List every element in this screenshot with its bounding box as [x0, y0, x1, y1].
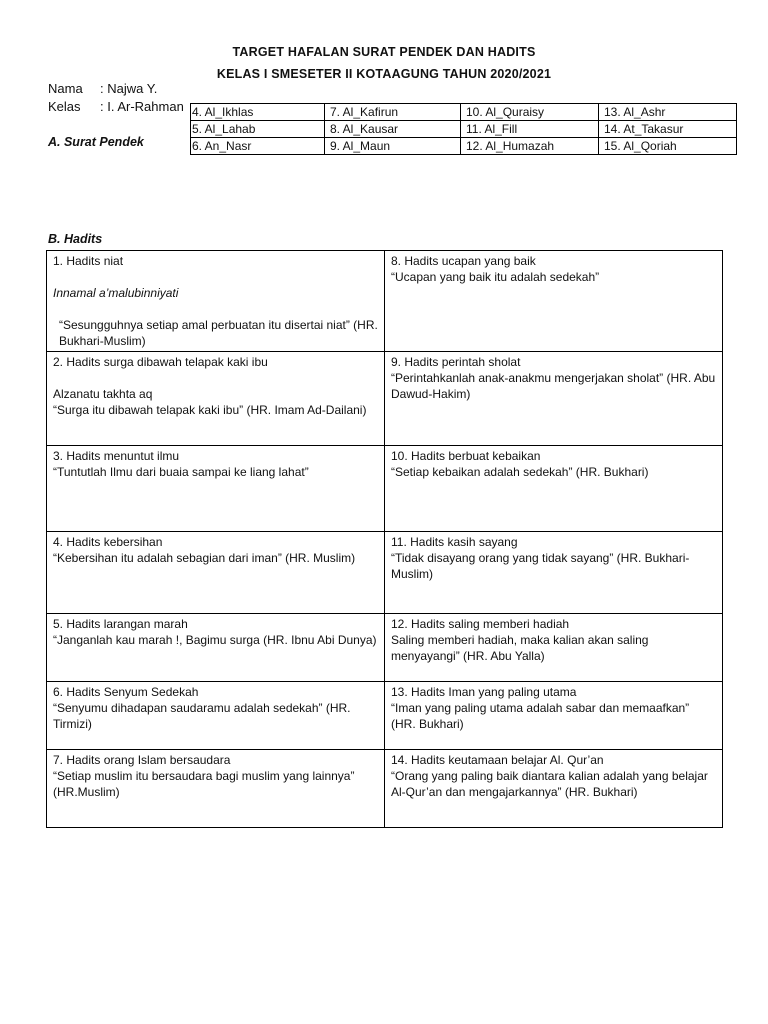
table-cell: 7. Al_Kafirun: [325, 104, 461, 121]
surat-table: [190, 103, 737, 155]
hadits-text: “Sesungguhnya setiap amal perbuatan itu disertai niat” (HR. Bukhari-Muslim): [59, 318, 378, 348]
table-row: [47, 682, 723, 750]
hadits-title: 4. Hadits kebersihan: [53, 535, 163, 549]
hadits-title: 8. Hadits ucapan yang baik: [391, 254, 536, 268]
table-cell: 13. Al_Ashr: [599, 104, 737, 121]
class-label: Kelas: [48, 99, 81, 114]
hadits-title: 6. Hadits Senyum Sedekah: [53, 685, 199, 699]
hadits-text: “Perintahkanlah anak-anakmu mengerjakan sholat” (HR. Abu Dawud-Hakim): [391, 371, 716, 401]
hadits-arabic: Innamal a’malubinniyati: [53, 286, 179, 300]
table-cell: 5. Al_Lahab: [191, 121, 325, 138]
hadits-cell-10: [385, 446, 723, 532]
hadits-cell-14: [385, 750, 723, 828]
hadits-text: “Kebersihan itu adalah sebagian dari iman” (HR. Muslim): [53, 551, 356, 565]
name-value: : Najwa Y.: [100, 81, 158, 96]
hadits-text: Saling memberi hadiah, maka kalian akan saling menyayangi” (HR. Abu Yalla): [391, 633, 649, 663]
name-label: Nama: [48, 81, 83, 96]
hadits-cell-3: [47, 446, 385, 532]
hadits-cell-6: [47, 682, 385, 750]
hadits-title: 2. Hadits surga dibawah telapak kaki ibu: [53, 355, 268, 369]
table-row: [47, 532, 723, 614]
table-cell: 8. Al_Kausar: [325, 121, 461, 138]
hadits-title: 5. Hadits larangan marah: [53, 617, 188, 631]
hadits-text: “Ucapan yang baik itu adalah sedekah”: [391, 270, 600, 284]
hadits-text: “Janganlah kau marah !, Bagimu surga (HR. Ibnu Abi Dunya): [53, 633, 377, 647]
table-cell: 15. Al_Qoriah: [599, 138, 737, 155]
table-cell: 10. Al_Quraisy: [461, 104, 599, 121]
hadits-text: “Iman yang paling utama adalah sabar dan memaafkan” (HR. Bukhari): [391, 701, 690, 731]
table-cell: 11. Al_Fill: [461, 121, 599, 138]
hadits-text: “Tidak disayang orang yang tidak sayang” (HR. Bukhari-Muslim): [391, 551, 690, 581]
student-name: [48, 81, 157, 96]
hadits-text: “Surga itu dibawah telapak kaki ibu” (HR. Imam Ad-Dailani): [53, 403, 367, 417]
hadits-cell-8: [385, 251, 723, 352]
hadits-cell-11: [385, 532, 723, 614]
table-cell: 4. Al_Ikhlas: [191, 104, 325, 121]
section-hadits: B. Hadits: [48, 232, 103, 246]
hadits-cell-1: [47, 251, 385, 352]
hadits-title: 11. Hadits kasih sayang: [391, 535, 518, 549]
hadits-cell-5: [47, 614, 385, 682]
hadits-title: 14. Hadits keutamaan belajar Al. Qur’an: [391, 753, 604, 767]
section-surat-pendek: A. Surat Pendek: [48, 135, 144, 149]
hadits-title: 9. Hadits perintah sholat: [391, 355, 521, 369]
table-row: [47, 352, 723, 446]
table-cell: 9. Al_Maun: [325, 138, 461, 155]
hadits-text: “Setiap kebaikan adalah sedekah” (HR. Bukhari): [391, 465, 649, 479]
table-row: [47, 446, 723, 532]
hadits-table: [46, 250, 723, 828]
table-cell: 14. At_Takasur: [599, 121, 737, 138]
hadits-arabic: Alzanatu takhta aq: [53, 387, 153, 401]
hadits-title: 10. Hadits berbuat kebaikan: [391, 449, 541, 463]
hadits-text: “Tuntutlah Ilmu dari buaia sampai ke liang lahat”: [53, 465, 309, 479]
table-row: [191, 104, 737, 121]
page-subtitle: KELAS I SMESETER II KOTAAGUNG TAHUN 2020/2021: [216, 67, 552, 81]
table-row: [47, 750, 723, 828]
class-value: : I. Ar-Rahman: [100, 99, 184, 114]
table-row: [191, 138, 737, 155]
hadits-title: 13. Hadits Iman yang paling utama: [391, 685, 577, 699]
student-class: [48, 99, 184, 114]
hadits-text: “Orang yang paling baik diantara kalian adalah yang belajar Al-Qur’an dan mengajarkannya” (HR. Bukhari): [391, 769, 708, 799]
table-row: [47, 614, 723, 682]
hadits-title: 1. Hadits niat: [53, 254, 124, 268]
hadits-cell-12: [385, 614, 723, 682]
hadits-title: 7. Hadits orang Islam bersaudara: [53, 753, 231, 767]
table-row: [191, 121, 737, 138]
table-cell: 12. Al_Humazah: [461, 138, 599, 155]
hadits-cell-13: [385, 682, 723, 750]
hadits-cell-4: [47, 532, 385, 614]
hadits-text: “Setiap muslim itu bersaudara bagi muslim yang lainnya” (HR.Muslim): [53, 769, 355, 799]
table-cell: 6. An_Nasr: [191, 138, 325, 155]
hadits-title: 12. Hadits saling memberi hadiah: [391, 617, 570, 631]
hadits-cell-9: [385, 352, 723, 446]
hadits-title: 3. Hadits menuntut ilmu: [53, 449, 180, 463]
table-row: [47, 251, 723, 352]
hadits-text: “Senyumu dihadapan saudaramu adalah sedekah” (HR. Tirmizi): [53, 701, 351, 731]
page-title: TARGET HAFALAN SURAT PENDEK DAN HADITS: [232, 45, 536, 59]
hadits-cell-7: [47, 750, 385, 828]
hadits-cell-2: [47, 352, 385, 446]
